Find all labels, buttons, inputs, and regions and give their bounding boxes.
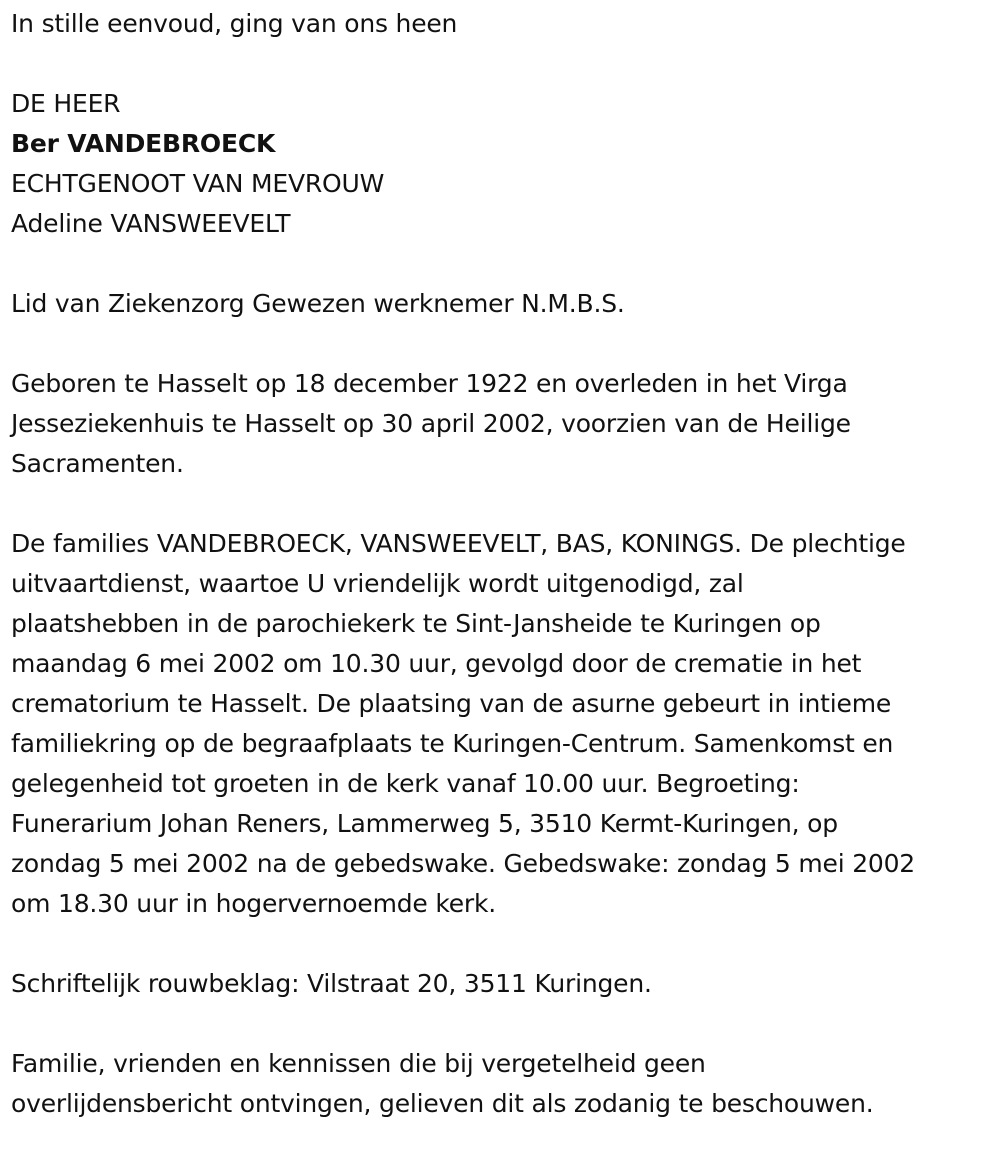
paragraph-line: gelegenheid tot groeten in de kerk vanaf 10.00 uur. Begroeting:: [11, 769, 800, 798]
obituary-document: [11, 4, 986, 1124]
spacer: [11, 484, 986, 524]
membership-line: Lid van Ziekenzorg Gewezen werknemer N.M.B.S.: [11, 289, 625, 318]
paragraph-line: familiekring op de begraafplaats te Kuringen-Centrum. Samenkomst en: [11, 729, 894, 758]
paragraph-line: overlijdensbericht ontvingen, gelieven dit als zodanig te beschouwen.: [11, 1089, 874, 1118]
funeral-paragraph: [11, 524, 986, 924]
closing-paragraph: [11, 1044, 986, 1124]
birth-death-paragraph: [11, 364, 986, 484]
spacer: [11, 324, 986, 364]
paragraph-line: De families VANDEBROECK, VANSWEEVELT, BAS, KONINGS. De plechtige: [11, 529, 906, 558]
paragraph-line: zondag 5 mei 2002 na de gebedswake. Gebedswake: zondag 5 mei 2002: [11, 849, 916, 878]
title-line: DE HEER: [11, 89, 121, 118]
deceased-name: Ber VANDEBROECK: [11, 129, 276, 158]
paragraph-line: Funerarium Johan Reners, Lammerweg 5, 3510 Kermt-Kuringen, op: [11, 809, 838, 838]
spacer: [11, 244, 986, 284]
paragraph-line: Sacramenten.: [11, 449, 184, 478]
intro-line: In stille eenvoud, ging van ons heen: [11, 9, 458, 38]
paragraph-line: crematorium te Hasselt. De plaatsing van de asurne gebeurt in intieme: [11, 689, 892, 718]
spacer: [11, 1004, 986, 1044]
paragraph-line: om 18.30 uur in hogervernoemde kerk.: [11, 889, 496, 918]
paragraph-line: uitvaartdienst, waartoe U vriendelijk wordt uitgenodigd, zal: [11, 569, 744, 598]
paragraph-line: Familie, vrienden en kennissen die bij vergetelheid geen: [11, 1049, 706, 1078]
condolence-address: Schriftelijk rouwbeklag: Vilstraat 20, 3511 Kuringen.: [11, 969, 652, 998]
paragraph-line: plaatshebben in de parochiekerk te Sint-Jansheide te Kuringen op: [11, 609, 821, 638]
paragraph-line: maandag 6 mei 2002 om 10.30 uur, gevolgd door de crematie in het: [11, 649, 862, 678]
paragraph-line: Geboren te Hasselt op 18 december 1922 en overleden in het Virga: [11, 369, 848, 398]
spouse-name: Adeline VANSWEEVELT: [11, 209, 291, 238]
paragraph-line: Jesseziekenhuis te Hasselt op 30 april 2002, voorzien van de Heilige: [11, 409, 851, 438]
spacer: [11, 44, 986, 84]
spouse-label: ECHTGENOOT VAN MEVROUW: [11, 169, 385, 198]
spacer: [11, 924, 986, 964]
